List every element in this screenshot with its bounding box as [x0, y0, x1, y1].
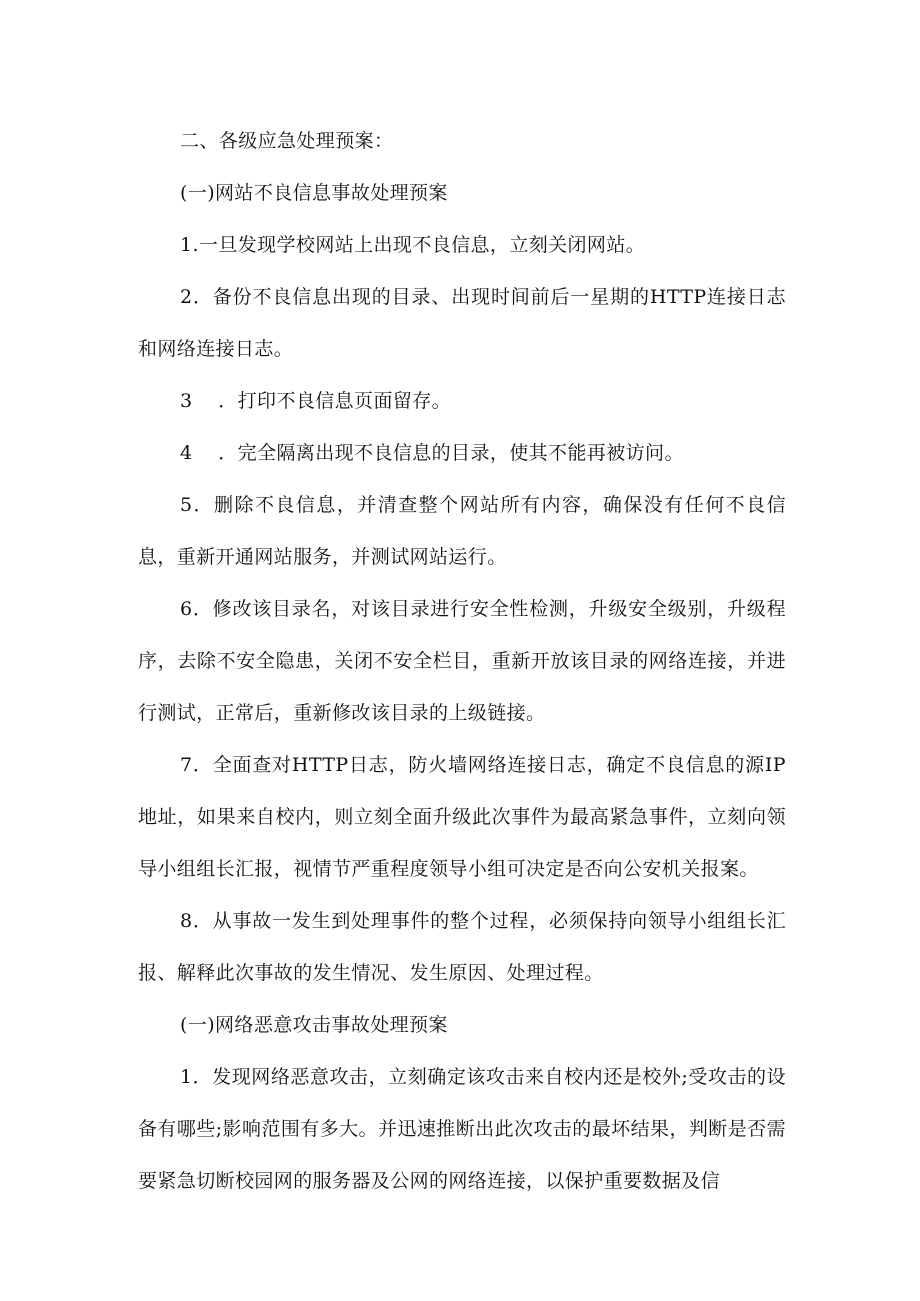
- paragraph: 2．备份不良信息出现的目录、出现时间前后一星期的HTTP连接日志和网络连接日志。: [138, 286, 786, 360]
- paragraph: 7．全面查对HTTP日志，防火墙网络连接日志，确定不良信息的源IP地址，如果来自校内，则立刻全面升级此次事件为最高紧急事件，立刻向领导小组组长汇报，视情节严重程度领导小组可决定是否向公安机关报案。: [138, 754, 786, 880]
- document-body: [138, 115, 786, 1207]
- paragraph: 4 ．完全隔离出现不良信息的目录，使其不能再被访问。: [180, 442, 684, 464]
- subsection-heading: (一)网站不良信息事故处理预案: [180, 182, 448, 204]
- paragraph: 3 ．打印不良信息页面留存。: [180, 390, 452, 412]
- paragraph: 1.一旦发现学校网站上出现不良信息，立刻关闭网站。: [180, 234, 646, 256]
- paragraph: 5．删除不良信息，并清查整个网站所有内容，确保没有任何不良信息，重新开通网站服务，并测试网站运行。: [138, 494, 786, 568]
- paragraph: 1．发现网络恶意攻击，立刻确定该攻击来自校内还是校外;受攻击的设备有哪些;影响范围有多大。并迅速推断出此次攻击的最坏结果，判断是否需要紧急切断校园网的服务器及公网的网络连接，以保护重要数据及信: [138, 1066, 786, 1192]
- paragraph: 6．修改该目录名，对该目录进行安全性检测，升级安全级别，升级程序，去除不安全隐患，关闭不安全栏目，重新开放该目录的网络连接，并进行测试，正常后，重新修改该目录的上级链接。: [138, 598, 786, 724]
- section-heading: 二、各级应急处理预案：: [180, 130, 394, 152]
- subsection-heading: (一)网络恶意攻击事故处理预案: [180, 1014, 448, 1036]
- paragraph: 8．从事故一发生到处理事件的整个过程，必须保持向领导小组组长汇报、解释此次事故的发生情况、发生原因、处理过程。: [138, 910, 786, 984]
